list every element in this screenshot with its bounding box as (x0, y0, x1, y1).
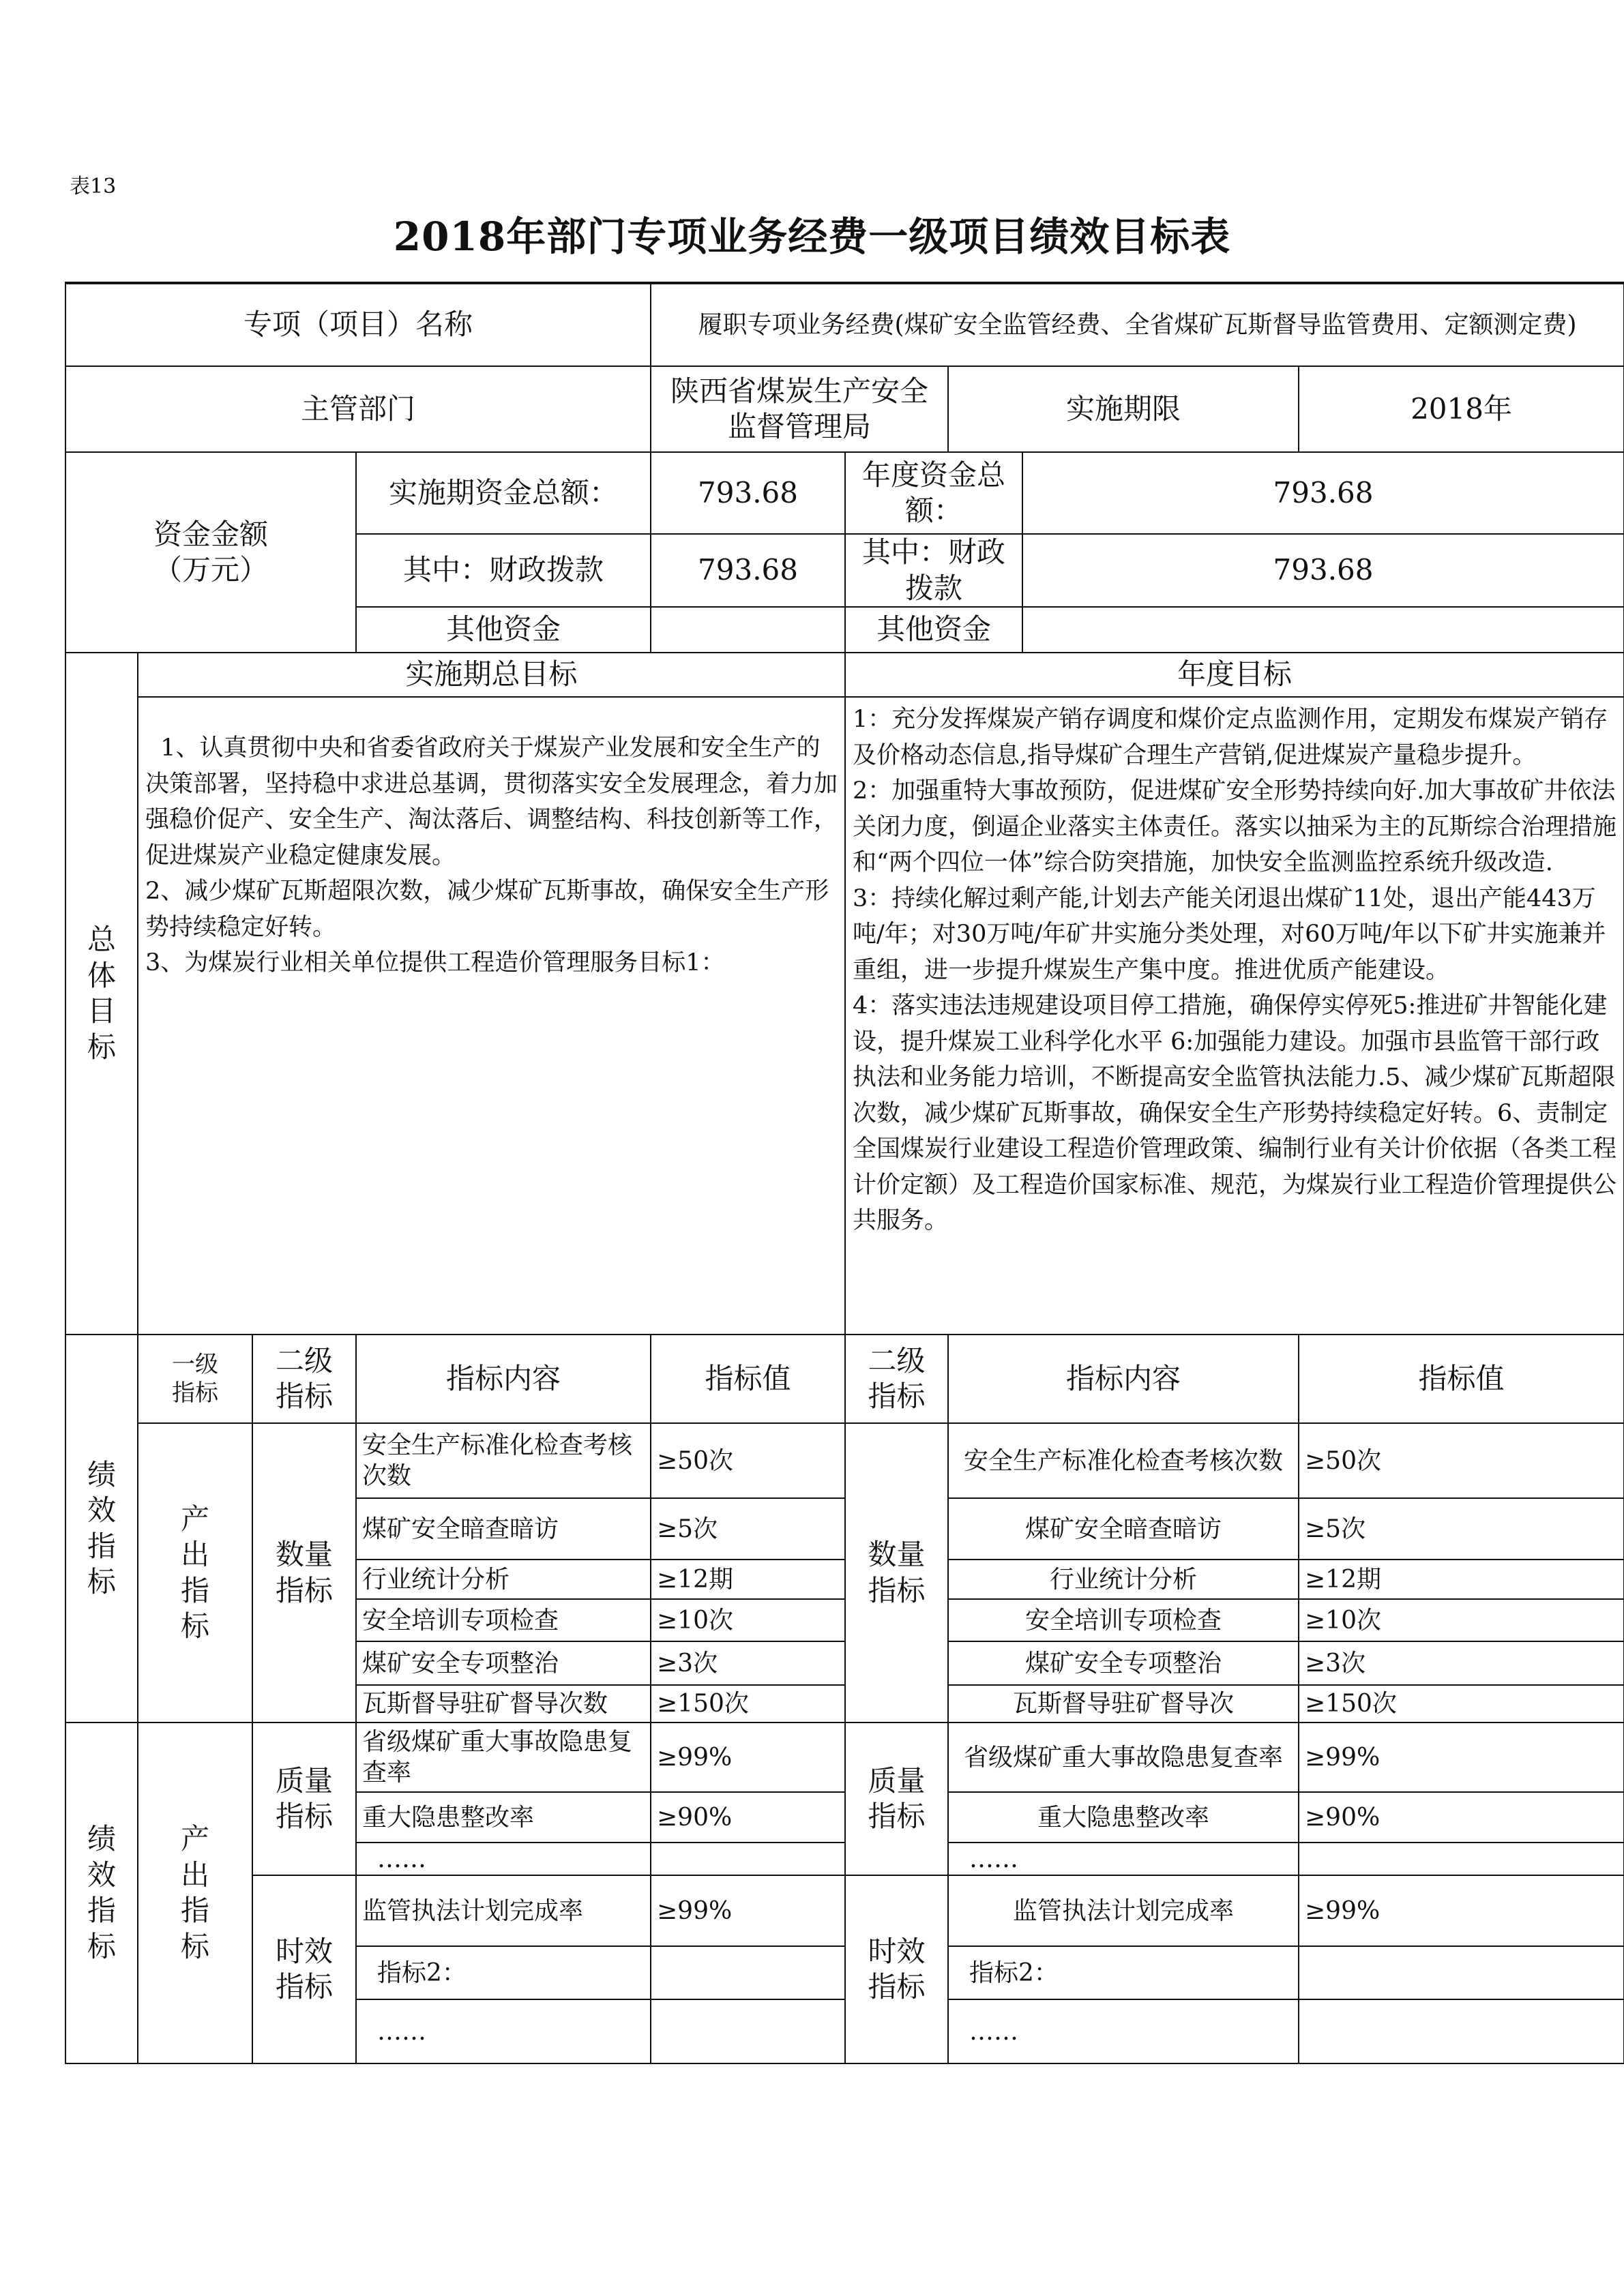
funds-label (65, 452, 356, 653)
output-label-2: 产 出 指 标 (138, 1723, 252, 2063)
metric-value: ≥90% (651, 1792, 845, 1843)
table-row (65, 1423, 1624, 1498)
metric-value: ≥50次 (651, 1423, 845, 1498)
metric-content: 煤矿安全专项整治 (948, 1641, 1299, 1685)
metric-value (651, 1999, 845, 2063)
metric-content: …… (948, 1999, 1299, 2063)
content-header: 指标内容 (356, 1335, 651, 1423)
page-title: 2018年部门专项业务经费一级项目绩效目标表 (393, 213, 1231, 260)
metric-value: ≥10次 (1299, 1599, 1624, 1641)
metric-value: ≥3次 (1299, 1641, 1624, 1685)
value-header-annual: 指标值 (1299, 1335, 1624, 1423)
project-name-value: 履职专项业务经费(煤矿安全监管经费、全省煤矿瓦斯督导监管费用、定额测定费) (651, 283, 1624, 366)
metric-value (1299, 1999, 1624, 2063)
value-header: 指标值 (651, 1335, 845, 1423)
metric-value: ≥3次 (651, 1641, 845, 1685)
metric-content: 安全培训专项检查 (948, 1599, 1299, 1641)
metric-content: …… (356, 1999, 651, 2063)
metric-value (651, 1843, 845, 1875)
other-funds-value-annual (1022, 607, 1624, 653)
metric-content: 瓦斯督导驻矿督导次 (948, 1685, 1299, 1723)
overall-goals-label: 总 体 目 标 (65, 653, 138, 1335)
period-goal-header: 实施期总目标 (138, 653, 845, 697)
annual-total-label: 年度资金总额： (845, 452, 1022, 534)
quality-label-annual: 质量 指标 (845, 1723, 948, 1875)
metric-content: 煤矿安全专项整治 (356, 1641, 651, 1685)
metric-value: ≥5次 (1299, 1498, 1624, 1560)
period-goal-text: 1、认真贯彻中央和省委省政府关于煤炭产业发展和安全生产的决策部署，坚持稳中求进总基调，贯彻落实安全发展理念，着力加强稳价促产、安全生产、淘汰落后、调整结构、科技创新等工作，促进煤炭产业稳定健康发展。 2、减少煤矿瓦斯超限次数，减少煤矿瓦斯事故，确保安全生产形势持续稳定好转。 3、为煤炭行业相关单位提供工程造价管理服务目标1： (138, 697, 845, 1335)
fiscal-label-period: 其中：财政拨款 (356, 534, 651, 607)
metrics-side-label-2: 绩 效 指 标 (65, 1723, 138, 2063)
metric-value: ≥5次 (651, 1498, 845, 1560)
table-row (65, 1875, 1624, 1946)
metric-value: ≥99% (651, 1875, 845, 1946)
level1-header: 一级 指标 (138, 1335, 252, 1423)
time-label: 时效 指标 (252, 1875, 356, 2063)
time-label-annual: 时效 指标 (845, 1875, 948, 2063)
department-value: 陕西省煤炭生产安全监督管理局 (651, 366, 948, 452)
quantity-label-annual: 数量 指标 (845, 1423, 948, 1723)
metric-value: ≥12期 (1299, 1560, 1624, 1599)
annual-total-value: 793.68 (1022, 452, 1624, 534)
metric-content: 安全培训专项检查 (356, 1599, 651, 1641)
other-funds-label-period: 其他资金 (356, 607, 651, 653)
metric-value: ≥99% (1299, 1723, 1624, 1792)
metric-content: …… (948, 1843, 1299, 1875)
level2-header-annual: 二级 指标 (845, 1335, 948, 1423)
metric-content: 省级煤矿重大事故隐患复查率 (948, 1723, 1299, 1792)
other-funds-value-period (651, 607, 845, 653)
table-number: 表13 (70, 175, 117, 198)
metric-content: 安全生产标准化检查考核次数 (948, 1423, 1299, 1498)
fiscal-label-annual: 其中：财政拨款 (845, 534, 1022, 607)
metric-value: ≥150次 (651, 1685, 845, 1723)
quantity-label: 数量 指标 (252, 1423, 356, 1723)
metric-value: ≥10次 (651, 1599, 845, 1641)
metric-content: 省级煤矿重大事故隐患复查率 (356, 1723, 651, 1792)
period-total-value: 793.68 (651, 452, 845, 534)
metric-content: 重大隐患整改率 (948, 1792, 1299, 1843)
metric-value (1299, 1843, 1624, 1875)
content-header-annual: 指标内容 (948, 1335, 1299, 1423)
level2-header: 二级 指标 (252, 1335, 356, 1423)
metric-value: ≥99% (1299, 1875, 1624, 1946)
annual-goal-text: 1：充分发挥煤炭产销存调度和煤价定点监测作用，定期发布煤炭产销存及价格动态信息,指导煤矿合理生产营销,促进煤炭产量稳步提升。 2：加强重特大事故预防，促进煤矿安全形势持续向好.加大事故矿井依法关闭力度，倒逼企业落实主体责任。落实以抽采为主的瓦斯综合治理措施和“两个四位一体”综合防突措施，加快安全监测监控系统升级改造. 3：持续化解过剩产能,计划去产能关闭退出煤矿11处，退出产能443万吨/年；对30万吨/年矿井实施分类处理，对60万吨/年以下矿井实施兼并重组，进一步提升煤炭生产集中度。推进优质产能建设。 4：落实违法违规建设项目停工措施，确保停实停死5:推进矿井智能化建设，提升煤炭工业科学化水平 6:加强能力建设。加强市县监管干部行政执法和业务能力培训，不断提高安全监管执法能力.5、减少煤矿瓦斯超限次数，减少煤矿瓦斯事故，确保安全生产形势持续稳定好转。6、责制定全国煤炭行业建设工程造价管理政策、编制行业有关计价依据（各类工程计价定额）及工程造价国家标准、规范，为煤炭行业工程造价管理提供公共服务。 (845, 697, 1624, 1335)
metric-content: 重大隐患整改率 (356, 1792, 651, 1843)
metric-value (651, 1946, 845, 1999)
metrics-side-label: 绩 效 指 标 (65, 1335, 138, 1723)
quality-label: 质量 指标 (252, 1723, 356, 1875)
funds-label-line1: 资金金额 (153, 517, 268, 551)
metric-value: ≥99% (651, 1723, 845, 1792)
table-row (65, 1723, 1624, 1792)
period-value: 2018年 (1299, 366, 1624, 452)
fiscal-value-annual: 793.68 (1022, 534, 1624, 607)
metric-content: 瓦斯督导驻矿督导次数 (356, 1685, 651, 1723)
annual-goal-header: 年度目标 (845, 653, 1624, 697)
metric-content: 煤矿安全暗查暗访 (356, 1498, 651, 1560)
period-label: 实施期限 (948, 366, 1299, 452)
metric-value: ≥50次 (1299, 1423, 1624, 1498)
fiscal-value-period: 793.68 (651, 534, 845, 607)
department-label: 主管部门 (65, 366, 651, 452)
performance-table (65, 282, 1624, 2064)
metric-content: 指标2： (948, 1946, 1299, 1999)
metric-content: …… (356, 1843, 651, 1875)
other-funds-label-annual: 其他资金 (845, 607, 1022, 653)
output-label: 产 出 指 标 (138, 1423, 252, 1723)
metric-content: 煤矿安全暗查暗访 (948, 1498, 1299, 1560)
period-total-label: 实施期资金总额： (356, 452, 651, 534)
metric-content: 行业统计分析 (356, 1560, 651, 1599)
metric-value: ≥150次 (1299, 1685, 1624, 1723)
metric-value: ≥90% (1299, 1792, 1624, 1843)
metric-content: 行业统计分析 (948, 1560, 1299, 1599)
metric-content: 安全生产标准化检查考核次数 (356, 1423, 651, 1498)
metric-content: 监管执法计划完成率 (948, 1875, 1299, 1946)
metric-content: 指标2： (356, 1946, 651, 1999)
project-name-label: 专项（项目）名称 (65, 283, 651, 366)
metric-content: 监管执法计划完成率 (356, 1875, 651, 1946)
metric-value: ≥12期 (651, 1560, 845, 1599)
metric-value (1299, 1946, 1624, 1999)
funds-label-line2: （万元） (153, 553, 268, 586)
